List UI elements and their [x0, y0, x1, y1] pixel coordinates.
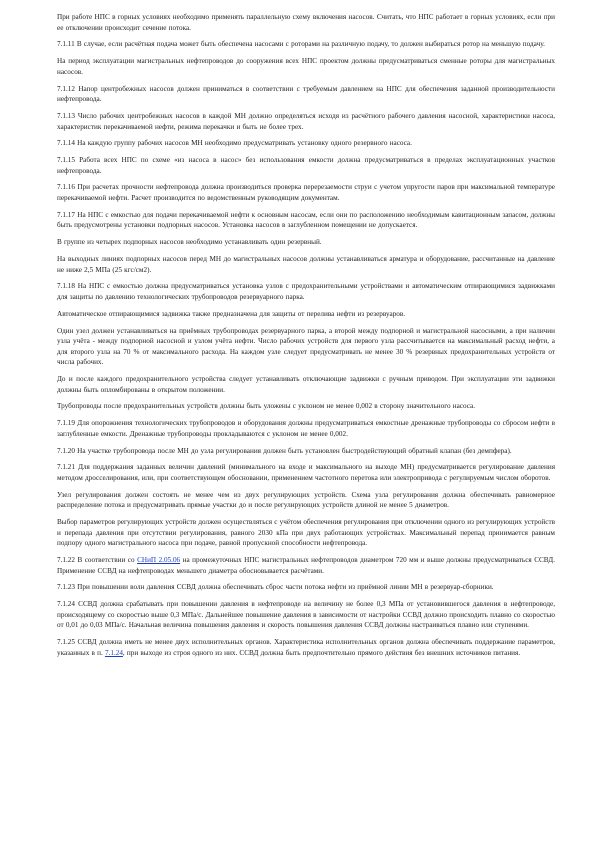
paragraph — [57, 374, 555, 395]
paragraph-text: На период эксплуатации магистральных нефтепроводов до сооружения всех НПС проектом должны предусматриваться сменные роторы для магистральных насосов. — [57, 57, 555, 76]
paragraph-text: 7.1.11 В случае, если расчётная подача может быть обеспечена насосами с роторами на различную подачу, то должен выбираться ротор на меньшую подачу. — [57, 40, 545, 49]
paragraph — [57, 517, 555, 549]
paragraph-text-continued: на промежуточных НПС магистральных нефтепроводов диаметром 720 мм и выше должны предусматриваться ССВД. Применение ССВД на нефтепроводах меньшего диаметра обосновывается расчётами. — [57, 556, 555, 575]
paragraph-text: На выходных линиях подпорных насосов перед МН до магистральных насосов должны устанавливаться арматура и оборудование, рассчитанные на давление не ниже 2,5 МПа (25 кгс/см2). — [57, 254, 555, 274]
paragraph-text: Узел регулирования должен состоять не менее чем из двух регулирующих устройств. Схема узла регулирования должна обеспечивать равномерное распределение потока и предусматривать прямые участки до и после регулирующих устройств длиной не менее 5 диаметров. — [57, 490, 555, 510]
paragraph-text: В группе из четырех подпорных насосов необходимо устанавливать один резервный. — [57, 238, 322, 247]
paragraph — [57, 446, 555, 457]
paragraph — [57, 637, 555, 658]
paragraph — [57, 309, 555, 320]
paragraph-text: 7.1.22 В соответствии со — [57, 556, 138, 565]
paragraph-text: 7.1.18 На НПС с емкостью должна предусматриваться установка узлов с предохранительными устройствами и автоматическим отпирающимися задвижками для защиты по давлению технологических трубопроводов резервуарного парка. — [57, 282, 555, 301]
paragraph-text: 7.1.19 Для опорожнения технологических трубопроводов и оборудования должны предусматриваться емкостные дренажные трубопроводы со сбросом нефти в заглубленные емкости. Дренажные трубопроводы прокладываются с уклоном не менее 0,002. — [57, 419, 555, 438]
paragraph-text: 7.1.20 На участке трубопровода после МН до узла регулирования должен быть установлен быстродействующий обратный клапан (без демпфера). — [57, 446, 512, 455]
paragraph-text: 7.1.14 На каждую группу рабочих насосов МН необходимо предусматривать установку одного резервного насоса. — [57, 139, 412, 148]
paragraph-text: 7.1.23 При повышении волн давления ССВД должна обеспечивать сброс части потока нефти из приёмной линии МН в резервуар-сборники. — [57, 583, 494, 592]
paragraph-text: Выбор параметров регулирующих устройств должен осуществляться с учётом обеспечения регулирования при отключении одного из регулирующих устройств и перепада давления при отсутствии регулирования, равного 2030 кПа при двух работающих устройствах. Максимальный перепад принимается равным подпору одного магистрального насоса при подаче, равной пропускной способности нефтепровода. — [57, 518, 555, 548]
paragraph — [57, 401, 555, 412]
paragraph — [57, 155, 555, 176]
paragraph-text: До и после каждого предохранительного устройства следует устанавливать отключающие задвижки с ручным приводом. При эксплуатации эти задвижки должны быть опломбированы в открытом положении. — [57, 375, 555, 394]
paragraph — [57, 111, 555, 132]
paragraph — [57, 462, 555, 483]
paragraph — [57, 182, 555, 203]
paragraph — [57, 254, 555, 275]
paragraph — [57, 210, 555, 231]
paragraph — [57, 418, 555, 439]
paragraph — [57, 39, 555, 50]
paragraph-text: 7.1.25 ССВД должна иметь не менее двух исполнительных органов. Характеристика исполнительных органов должна обеспечивать поддержание параметров, указанных в п. — [57, 638, 555, 657]
paragraph-text: 7.1.24 ССВД должна срабатывать при повышении давления в нефтепроводе на величину не более 0,3 МПа от установившегося давления в нефтепроводе, происходящему со скоростью выше 0,3 МПа/с. Дальнейшее повышение давления в зависимости от настройки ССВД должно происходить плавно со скоростью от 0,01 до 0,03 МПа/с. Начальная величина повышения давления и скорость повышения давления ССВД должны настраиваться плавно или ступенями. — [57, 600, 555, 630]
paragraph-text: Автоматическое отпирающимися задвижка также предназначена для защиты от перелива нефти из резервуаров. — [57, 309, 406, 318]
paragraph-text: 7.1.12 Напор центробежных насосов должен приниматься в соответствии с требуемым давлением на НПС для обеспечения заданной производительности нефтепровода. — [57, 84, 555, 104]
paragraph — [57, 281, 555, 302]
paragraph — [57, 582, 555, 593]
paragraph — [57, 599, 555, 631]
paragraph — [57, 326, 555, 368]
paragraph-text: Трубопроводы после предохранительных устройств должны быть уложены с уклоном не менее 0,002 в сторону значительного насоса. — [57, 402, 476, 411]
paragraph — [57, 555, 555, 576]
paragraph — [57, 138, 555, 149]
paragraph — [57, 237, 555, 248]
paragraph-text: 7.1.16 При расчетах прочности нефтепровода должна производиться проверка перерезаемости струи с учетом упругости паров при максимальной температуре перекачиваемой нефти. Расчет производится по ведомственным руководящим документам. — [57, 183, 555, 203]
paragraph-text: 7.1.17 На НПС с емкостью для подачи перекачиваемой нефти к основным насосам, если они по расположению необходимым кавитационным запасом, должны быть предусмотрены установки подпорных насосов. Установка насосов в заглубленном помещении не допускается. — [57, 210, 555, 230]
paragraph — [57, 84, 555, 105]
paragraph-text: При работе НПС в горных условиях необходимо применять параллельную схему включения насосов. Считать, что НПС работает в горных условиях, если при ее отключении происходит сечение потока. — [57, 13, 555, 32]
reference-link[interactable]: 7.1.24 — [104, 648, 123, 657]
paragraph-text: 7.1.21 Для поддержания заданных величин давлений (минимального на входе и максимального на выходе МН) предусматривается регулирование давления методом дросселирования, или, при соответствующем обосновании, применением частотного перетока или электропривода с регулируемым числом оборотов. — [57, 463, 555, 482]
reference-link[interactable]: СНиП 2.05.06 — [137, 556, 181, 565]
paragraph-text: 7.1.15 Работа всех НПС по схеме «из насоса в насос» без использования емкости должна предусматриваться в пределах эксплуатационных участков нефтепровода. — [57, 156, 555, 175]
paragraph — [57, 56, 555, 77]
paragraph — [57, 12, 555, 33]
paragraph-text: 7.1.13 Число рабочих центробежных насосов в каждой МН должно определяться исходя из расчётного рабочего давления насосной, характеристики насоса, характеристик перекачиваемой нефти, режима перекачки и быть не более трех. — [57, 111, 555, 131]
paragraph-text: Один узел должен устанавливаться на приёмных трубопроводах резервуарного парка, а второй между подпорной и магистральной насосными, а при наличии узла учёта - между подпорной насосной и узлом учёта нефти. Число рабочих устройств для первого узла рассчитывается на максимальный расход нефти, а для второго узла на 70 % от максимального расхода. На каждом узле следует предусматривать не менее 30 % резервных предохранительных устройств от числа рабочих. — [57, 326, 555, 367]
paragraph-text-continued: , при выходе из строя одного из них. ССВД должна быть предпочтительно прямого действия без внешних источников питания. — [122, 648, 521, 657]
paragraph — [57, 490, 555, 511]
